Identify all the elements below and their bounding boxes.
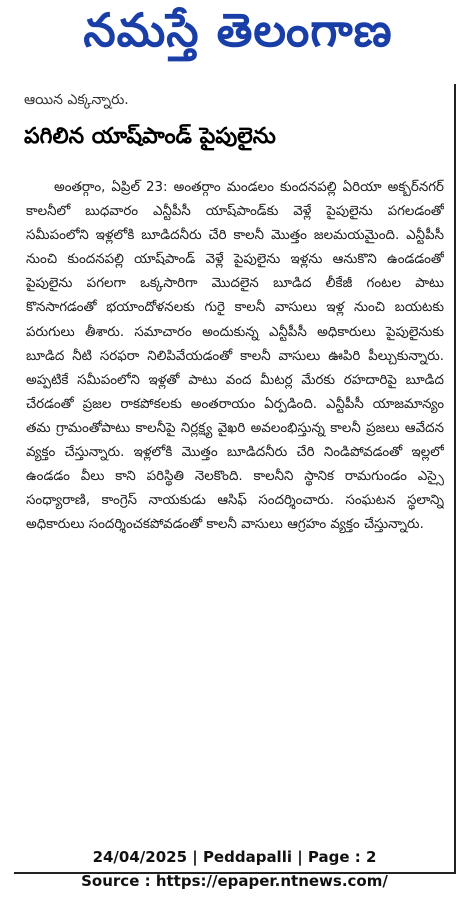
article-headline: పగిలిన యాష్‌పాండ్ పైపులైను bbox=[24, 124, 276, 149]
masthead-logo: నమస్తే తెలంగాణ bbox=[83, 4, 393, 57]
footer-date-line: 24/04/2025 | Peddapalli | Page : 2 bbox=[92, 848, 377, 866]
carry-over-line: ఆయిన ఎక్కన్నారు. bbox=[24, 92, 129, 108]
footer-source-line: Source : https://epaper.ntnews.com/ bbox=[81, 872, 388, 890]
article-body: అంతర్గాం, ఏప్రిల్ 23: అంతర్గాం మండలం కుందనపల్లి ఏరియా అక్బర్‌నగర్ కాలనీలో బుధవారం ఎన్టీపీసీ యాష్‌పాండ్‌కు వెళ్లే పైపులైను పగలడంతో సమీపంలోని ఇళ్లలోకి బూడిదనీరు చేరి కాలనీ మొత్తం జలమయమైంది. ఎన్టీపీసీ నుంచి కుందనపల్లి యాష్‌పాండ్ వెళ్లే పైపులైను ఇళ్లను ఆనుకొని ఉండడంతో పైపులైను పగలగా ఒక్కసారిగా మొదలైన బూడిద లీకేజీ గంటల పాటు కొనసాగడంతో భయాందోళనలకు గురై కాలనీ వాసులు ఇళ్ల నుంచి బయటకు పరుగులు తీశారు. సమాచారం అందుకున్న ఎన్టీపీసీ అధికారులు పైపులైనుకు బూడిద నీటి సరఫరా నిలిపివేయడంతో కాలనీ వాసులు ఊపిరి పీల్చుకున్నారు. అప్పటికే సమీపంలోని ఇళ్లతో పాటు వంద మీటర్ల మేరకు రహదారిపై బూడిద చేరడంతో ప్రజల రాకపోకలకు అంతరాయం ఏర్పడింది. ఎన్టీపీసీ యాజమాన్యం తమ గ్రామంతోపాటు కాలనీపై నిర్లక్ష్య వైఖరి అవలంభిస్తున్న కాలనీ ప్రజలు ఆవేదన వ్యక్తం చేస్తున్నారు. ఇళ్లలోకి మొత్తం బూడిదనీరు చేరి నిండిపోవడంతో ఇల్లలో ఉండడం వీలు కాని పరిస్థితి నెలకొంది. కాలనీని స్థానిక రామగుండం ఎస్సై సంధ్యారాణి, కాంగ్రెస్ నాయకుడు ఆసిఫ్ సందర్శించారు. సంఘటన స్థలాన్ని అధికారులు సందర్శించకపోవడంతో కాలనీ వాసులు ఆగ్రహం వ్యక్తం చేస్తున్నారు. bbox=[26, 180, 444, 533]
